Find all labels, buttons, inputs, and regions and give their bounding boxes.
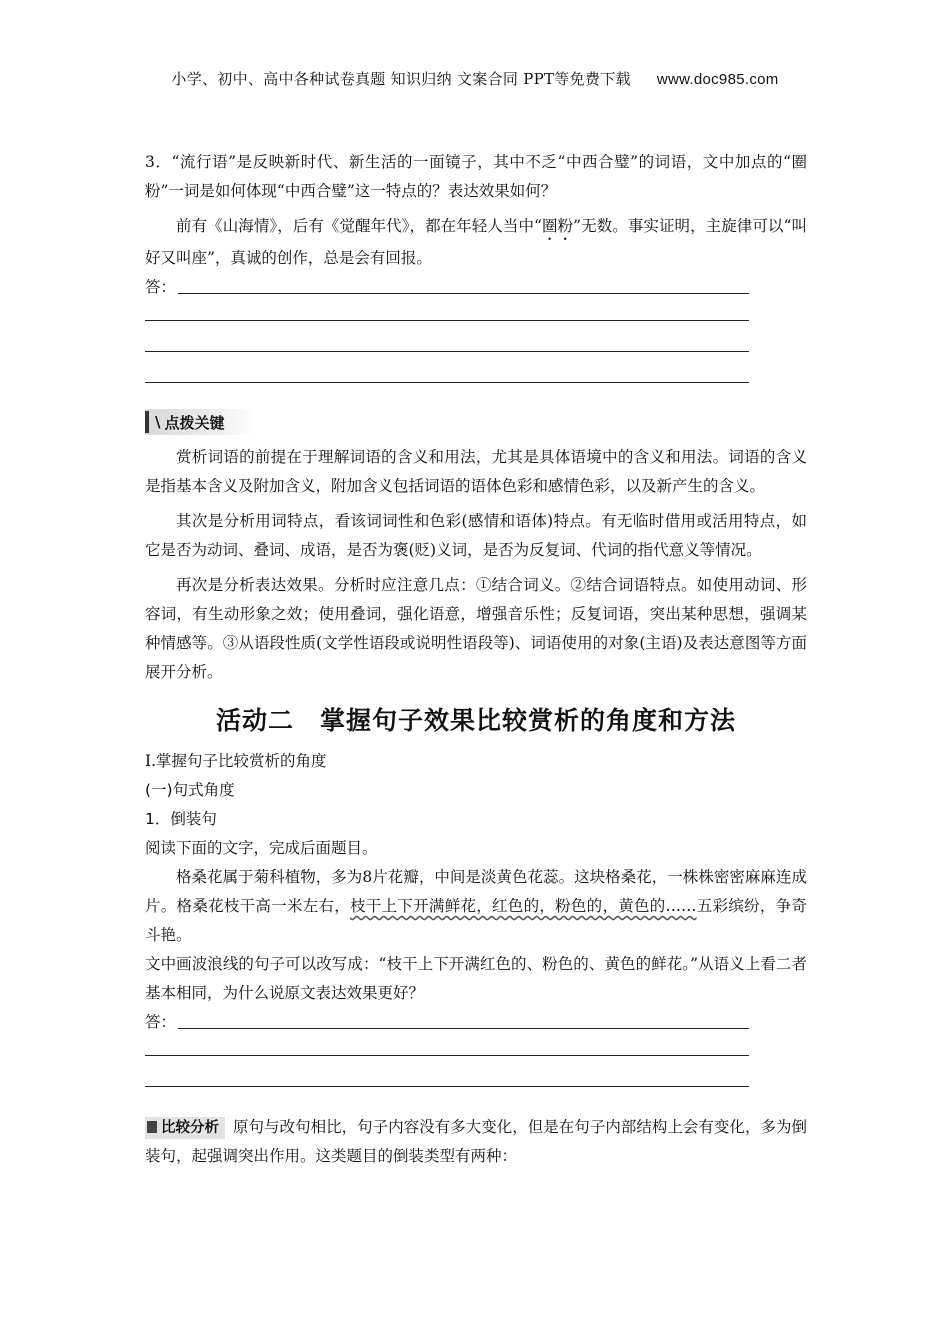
tip-tag bbox=[145, 409, 255, 437]
tip-paragraph-2: 其次是分析用词特点，看该词词性和色彩(感情和语体)特点。有无临时借用或活用特点，如它是否为动词、叠词、成语，是否为褒(贬)义词，是否为反复词、代词的指代意义等情况。 bbox=[145, 512, 807, 559]
question-3-passage bbox=[145, 212, 807, 273]
square-icon bbox=[147, 1121, 157, 1133]
answer-rule bbox=[145, 351, 749, 352]
page-header bbox=[0, 68, 950, 89]
question: 文中画波浪线的句子可以改写成：“枝干上下开满红色的、粉色的、黄色的鲜花。”从语义上看二者基本相同，为什么说原文表达效果更好？ bbox=[145, 955, 807, 1002]
item-heading: 1．倒装句 bbox=[145, 810, 217, 828]
answer-line[interactable] bbox=[145, 273, 807, 304]
passage-text: 格桑花属于菊科植物，多为8片花瓣，中间是淡黄色花蕊。这块格桑花，一株株密密麻麻连成片。格桑花枝干高一米左右， bbox=[145, 868, 807, 915]
answer-line[interactable] bbox=[145, 1070, 807, 1101]
subsection-heading: (一)句式角度 bbox=[145, 781, 235, 799]
section-heading: Ⅰ.掌握句子比较赏析的角度 bbox=[145, 752, 327, 770]
tag-slash-icon: \ bbox=[155, 413, 161, 431]
emphasized-word: 圈粉 bbox=[541, 217, 574, 235]
reading-passage bbox=[145, 863, 807, 950]
answer-line[interactable] bbox=[145, 335, 807, 366]
answer-rule bbox=[145, 382, 749, 383]
answer-rule bbox=[178, 293, 749, 294]
header-text: 小学、初中、高中各种试卷真题 知识归纳 文案合同 PPT等免费下载 bbox=[171, 70, 631, 88]
compare-tag-label: 比较分析 bbox=[161, 1120, 219, 1136]
answer-rule bbox=[145, 1055, 749, 1056]
answer-line[interactable] bbox=[145, 1039, 807, 1070]
header-site[interactable]: www.doc985.com bbox=[656, 71, 779, 88]
passage-text-rest: 五彩缤纷，争奇斗艳。 bbox=[145, 897, 807, 944]
tip-tag-label: 点拨关键 bbox=[164, 413, 225, 432]
content bbox=[145, 148, 807, 1171]
compare-text: 原句与改句相比，句子内容没有多大变化，但是在句子内部结构上会有变化，多为倒装句，起强调突出作用。这类题目的倒装类型有两种： bbox=[145, 1118, 807, 1165]
wavy-underlined-sentence: 枝干上下开满鲜花，红色的，粉色的，黄色的…… bbox=[350, 897, 697, 915]
question-3: 3．“流行语”是反映新时代、新生活的一面镜子，其中不乏“中西合璧”的词语，文中加点的“圈粉”一词是如何体现“中西合璧”这一特点的？表达效果如何？ bbox=[145, 153, 807, 200]
tip-paragraph-1: 赏析词语的前提在于理解词语的含义和用法，尤其是具体语境中的含义和用法。词语的含义是指基本含义及附加含义，附加含义包括词语的语体色彩和感情色彩，以及新产生的含义。 bbox=[145, 448, 807, 495]
answer-rule bbox=[145, 1086, 749, 1087]
tag-bar-icon bbox=[145, 411, 149, 433]
answer-label: 答： bbox=[145, 278, 177, 296]
compare-analysis bbox=[145, 1113, 807, 1171]
answer-rule bbox=[178, 1028, 749, 1029]
answer-line[interactable] bbox=[145, 304, 807, 335]
activity-title: 活动二 掌握句子效果比较赏析的角度和方法 bbox=[215, 706, 736, 735]
answer-rule bbox=[145, 320, 749, 321]
instruction: 阅读下面的文字，完成后面题目。 bbox=[145, 839, 378, 857]
passage-text: 前有《山海情》，后有《觉醒年代》，都在年轻人当中“ bbox=[176, 217, 542, 235]
answer-label: 答： bbox=[145, 1013, 177, 1031]
answer-line[interactable] bbox=[145, 366, 807, 397]
answer-line[interactable] bbox=[145, 1008, 807, 1039]
passage-text-rest: ”无数。事实证明，主旋律可以“叫好又叫座”，真诚的创作，总是会有回报。 bbox=[145, 217, 807, 267]
compare-tag bbox=[145, 1117, 225, 1139]
tip-paragraph-3: 再次是分析表达效果。分析时应注意几点：①结合词义。②结合词语特点。如使用动词、形容词，有生动形象之效；使用叠词，强化语意，增强音乐性；反复词语，突出某种思想，强调某种情感等。③从语段性质(文学性语段或说明性语段等)、词语使用的对象(主语)及表达意图等方面展开分析。 bbox=[145, 576, 807, 681]
